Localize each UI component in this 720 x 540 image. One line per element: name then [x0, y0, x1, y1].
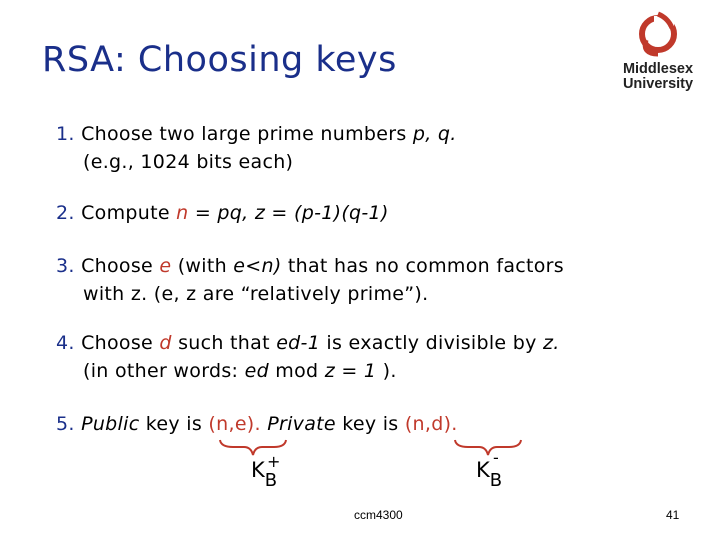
step-text-a: key is	[139, 413, 209, 435]
step-text-b: (with	[171, 255, 234, 277]
exponent-d: d	[159, 332, 172, 354]
formula-text: pq, z = (p-1)(q-1)	[217, 202, 389, 224]
step-text-b: such that	[171, 332, 277, 354]
line2-text-b: mod	[268, 360, 325, 382]
step-text: Choose two large prime numbers	[81, 123, 413, 145]
private-key-brace-icon	[455, 440, 521, 455]
z-variable: z.	[543, 332, 560, 354]
course-code: ccm4300	[354, 508, 403, 522]
public-label: Public	[81, 413, 140, 435]
step-text-line2: (e.g., 1024 bits each)	[83, 151, 294, 173]
logo-text-line2: University	[622, 76, 694, 92]
step-number: 4.	[56, 332, 75, 354]
line2-text-a: (in other words:	[83, 360, 245, 382]
step-text-c: is exactly divisible by	[320, 332, 544, 354]
line2-text-c: =	[335, 360, 364, 382]
line2-text-d: ).	[376, 360, 397, 382]
key-base: K	[476, 458, 490, 482]
key-subscript: B	[489, 470, 503, 491]
ed-expression: ed-1	[276, 332, 321, 354]
step-number: 3.	[56, 255, 75, 277]
private-key-pair: (n,d).	[404, 413, 458, 435]
private-label: Private	[260, 413, 336, 435]
page-number: 41	[666, 508, 680, 522]
prime-variables: p, q.	[412, 123, 457, 145]
private-key-symbol	[476, 448, 503, 491]
step-number: 1.	[56, 123, 75, 145]
line2-one: 1	[363, 360, 377, 382]
exponent-e: e	[159, 255, 172, 277]
step-number: 5.	[56, 413, 75, 435]
public-key-pair: (n,e).	[208, 413, 261, 435]
key-superscript: +	[267, 452, 281, 471]
step-text-c: that has no common factors	[281, 255, 564, 277]
step-text: Choose	[81, 255, 160, 277]
key-subscript: B	[264, 470, 278, 491]
step-text-line2: with z. (e, z are “relatively prime”).	[83, 283, 429, 305]
step-number: 2.	[56, 202, 75, 224]
step-text-c: key is	[335, 413, 405, 435]
public-key-symbol	[251, 452, 281, 491]
slide-title: RSA: Choosing keys	[42, 40, 397, 80]
modulus-n: n	[176, 202, 189, 224]
step-text: Choose	[81, 332, 160, 354]
logo-text-line1: Middlesex	[622, 61, 694, 77]
step-text: Compute	[81, 202, 177, 224]
line2-ed: ed	[244, 360, 269, 382]
equals-text: =	[188, 202, 218, 224]
line2-z: z	[324, 360, 335, 382]
key-superscript: -	[493, 448, 499, 467]
condition-text: e<n)	[233, 255, 282, 277]
key-base: K	[251, 458, 265, 482]
